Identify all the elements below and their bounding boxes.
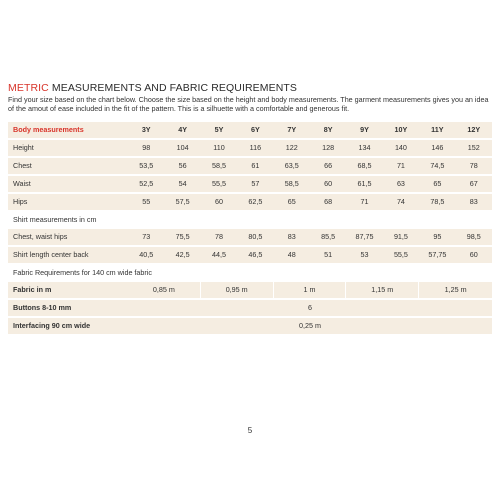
row-label: Fabric in m: [8, 282, 128, 298]
size-label: 11Y: [419, 122, 455, 138]
fabric-value-cell: 1 m: [274, 282, 347, 298]
intro-text: Find your size based on the chart below. Choose the size based on the height and body measurements. The garment measurements gives you an idea of the amout of ease included in the fit of the pattern. This is a silhuette with a comfortable and generous fit.: [8, 95, 489, 114]
value-cell: 57: [237, 176, 273, 192]
value-cell: 65: [419, 176, 455, 192]
value-cell: 78: [456, 158, 492, 174]
title-accent: METRIC: [8, 82, 49, 94]
value-cell: 55: [128, 194, 164, 210]
value-cell: 63: [383, 176, 419, 192]
value-cell: 128: [310, 140, 346, 156]
fabric-value-cell: 1,25 m: [419, 282, 492, 298]
value-cell: 78,5: [419, 194, 455, 210]
value-cell: 104: [164, 140, 200, 156]
shirt-row: [8, 247, 492, 263]
value-cell: 146: [419, 140, 455, 156]
value-cell: 85,5: [310, 229, 346, 245]
value-cell: 80,5: [237, 229, 273, 245]
value-cell: 63,5: [274, 158, 310, 174]
value-cell: 68: [310, 194, 346, 210]
value-cell: 67: [456, 176, 492, 192]
size-label: 7Y: [274, 122, 310, 138]
row-label: Shirt length center back: [8, 247, 128, 263]
row-label: Buttons 8-10 mm: [8, 300, 128, 316]
value-cell: 40,5: [128, 247, 164, 263]
value-cell: 91,5: [383, 229, 419, 245]
value-cell: 60: [310, 176, 346, 192]
size-label: 10Y: [383, 122, 419, 138]
fabric-value-cell: 0,95 m: [201, 282, 274, 298]
value-cell: 44,5: [201, 247, 237, 263]
value-cell: 98: [128, 140, 164, 156]
value-cell: 51: [310, 247, 346, 263]
value-cell: 78: [201, 229, 237, 245]
value-cell: 55,5: [383, 247, 419, 263]
value-cell: 58,5: [201, 158, 237, 174]
value-cell: 57,75: [419, 247, 455, 263]
value-cell: 58,5: [274, 176, 310, 192]
row-label: Chest, waist hips: [8, 229, 128, 245]
value-cell: 134: [346, 140, 382, 156]
page-title: [8, 82, 492, 94]
value-cell: 73: [128, 229, 164, 245]
value-cell: 61: [237, 158, 273, 174]
page-number: 5: [247, 426, 253, 435]
value-cell: 98,5: [456, 229, 492, 245]
value-cell: 60: [456, 247, 492, 263]
size-label: 3Y: [128, 122, 164, 138]
value-cell: 71: [383, 158, 419, 174]
value-cell: 52,5: [128, 176, 164, 192]
body-row: [8, 176, 492, 192]
shirt-section-header: Shirt measurements in cm: [8, 212, 492, 227]
value-cell: 122: [274, 140, 310, 156]
value-cell: 55,5: [201, 176, 237, 192]
fabric-value-cell: 0,85 m: [128, 282, 201, 298]
size-label: 8Y: [310, 122, 346, 138]
value-cell: 46,5: [237, 247, 273, 263]
value-cell: 53,5: [128, 158, 164, 174]
value-cell: 57,5: [164, 194, 200, 210]
value-cell: 61,5: [346, 176, 382, 192]
row-label: Interfacing 90 cm wide: [8, 318, 128, 334]
title-rest: MEASUREMENTS AND FABRIC REQUIREMENTS: [48, 82, 298, 94]
value-cell: 56: [164, 158, 200, 174]
value-cell: 62,5: [237, 194, 273, 210]
row-label: Chest: [8, 158, 128, 174]
value-cell: 68,5: [346, 158, 382, 174]
value-cell: 42,5: [164, 247, 200, 263]
section-header-row: [8, 265, 492, 280]
section-header-row: [8, 212, 492, 227]
row-label: Hips: [8, 194, 128, 210]
fabric-row: [8, 282, 492, 298]
value-cell: 87,75: [346, 229, 382, 245]
value-cell: 53: [346, 247, 382, 263]
value-cell: 75,5: [164, 229, 200, 245]
body-row: [8, 158, 492, 174]
value-cell: 95: [419, 229, 455, 245]
interfacing-value-cell: 0,25 m: [128, 318, 492, 334]
value-cell: 71: [346, 194, 382, 210]
interfacing-row: [8, 318, 492, 334]
value-cell: 65: [274, 194, 310, 210]
value-cell: 110: [201, 140, 237, 156]
buttons-row: [8, 300, 492, 316]
body-row: [8, 140, 492, 156]
size-label: 4Y: [164, 122, 200, 138]
size-header-row: [8, 122, 492, 138]
size-label: 6Y: [237, 122, 273, 138]
value-cell: 74: [383, 194, 419, 210]
body-measurements-header: Body measurements: [8, 122, 128, 138]
row-label: Height: [8, 140, 128, 156]
size-label: 12Y: [456, 122, 492, 138]
value-cell: 83: [456, 194, 492, 210]
size-label: 9Y: [346, 122, 382, 138]
buttons-value-cell: 6: [128, 300, 492, 316]
value-cell: 66: [310, 158, 346, 174]
value-cell: 48: [274, 247, 310, 263]
size-label: 5Y: [201, 122, 237, 138]
value-cell: 60: [201, 194, 237, 210]
measurements-page: [8, 82, 492, 336]
value-cell: 83: [274, 229, 310, 245]
fabric-value-cell: 1,15 m: [346, 282, 419, 298]
fabric-section-header: Fabric Requirements for 140 cm wide fabric: [8, 265, 492, 280]
row-label: Waist: [8, 176, 128, 192]
value-cell: 152: [456, 140, 492, 156]
value-cell: 74,5: [419, 158, 455, 174]
value-cell: 140: [383, 140, 419, 156]
shirt-row: [8, 229, 492, 245]
body-row: [8, 194, 492, 210]
measurement-table: [8, 120, 492, 336]
value-cell: 116: [237, 140, 273, 156]
value-cell: 54: [164, 176, 200, 192]
